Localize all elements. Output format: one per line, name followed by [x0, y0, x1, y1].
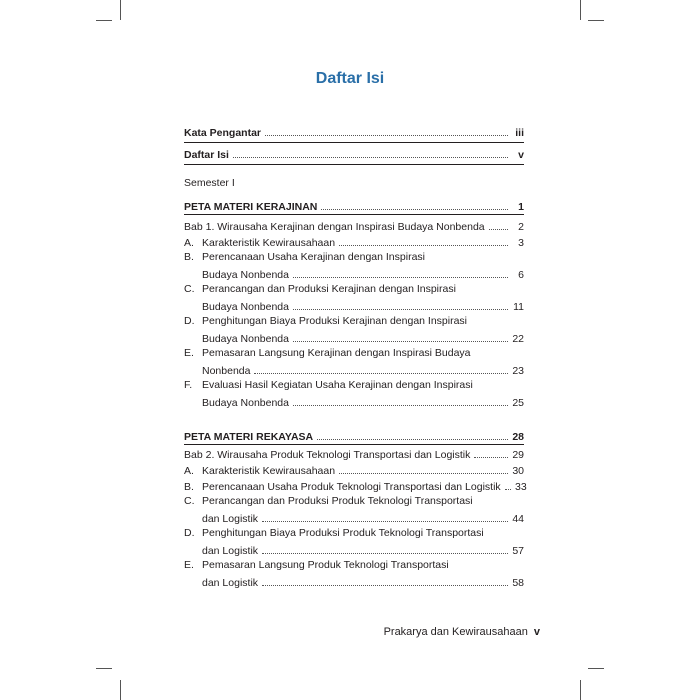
- toc-item-1a[interactable]: A. Karakteristik Kewirausahaan 3: [184, 237, 524, 249]
- crop-mark: [120, 680, 121, 700]
- toc-entry-kata-pengantar[interactable]: Kata Pengantar iii: [184, 127, 524, 139]
- divider: [184, 142, 524, 143]
- toc-item-2c-line1[interactable]: C. Perancangan dan Produksi Produk Teknologi Transportasi: [184, 495, 473, 507]
- toc-item-1e[interactable]: Nonbenda 23: [202, 365, 524, 377]
- toc-item-1d-line1[interactable]: D. Penghitungan Biaya Produksi Kerajinan dengan Inspirasi: [184, 315, 468, 327]
- toc-item-2d-line1[interactable]: D. Penghitungan Biaya Produksi Produk Teknologi Transportasi: [184, 527, 484, 539]
- toc-section-kerajinan[interactable]: PETA MATERI KERAJINAN 1: [184, 201, 524, 213]
- divider: [184, 214, 524, 215]
- footer-book-title: Prakarya dan Kewirausahaan: [383, 626, 528, 638]
- toc-item-1b[interactable]: Budaya Nonbenda 6: [202, 269, 524, 281]
- divider: [184, 164, 524, 165]
- toc-item-1b-line1[interactable]: B. Perencanaan Usaha Kerajinan dengan Inspirasi: [184, 251, 425, 263]
- semester-label: Semester I: [184, 177, 235, 189]
- toc-entry-daftar-isi[interactable]: Daftar Isi v: [184, 149, 524, 161]
- toc-item-1e-line1[interactable]: E. Pemasaran Langsung Kerajinan dengan Inspirasi Budaya: [184, 347, 471, 359]
- crop-mark: [588, 668, 604, 669]
- crop-mark: [580, 680, 581, 700]
- toc-section-rekayasa[interactable]: PETA MATERI REKAYASA 28: [184, 431, 524, 443]
- toc-item-1c[interactable]: Budaya Nonbenda 11: [202, 301, 524, 313]
- toc-item-2d[interactable]: dan Logistik 57: [202, 545, 524, 557]
- page-title: Daftar Isi: [315, 70, 385, 87]
- divider: [184, 444, 524, 445]
- toc-item-1c-line1[interactable]: C. Perancangan dan Produksi Kerajinan dengan Inspirasi: [184, 283, 456, 295]
- crop-mark: [96, 668, 112, 669]
- toc-item-2c[interactable]: dan Logistik 44: [202, 513, 524, 525]
- toc-item-1f-line1[interactable]: F. Evaluasi Hasil Kegiatan Usaha Kerajinan dengan Inspirasi: [184, 379, 473, 391]
- crop-mark: [588, 20, 604, 21]
- toc-item-1f[interactable]: Budaya Nonbenda 25: [202, 397, 524, 409]
- crop-mark: [580, 0, 581, 20]
- toc-item-2e[interactable]: dan Logistik 58: [202, 577, 524, 589]
- toc-chapter-1[interactable]: Bab 1. Wirausaha Kerajinan dengan Inspirasi Budaya Nonbenda 2: [184, 221, 524, 233]
- page-footer: [384, 626, 540, 638]
- toc-item-2a[interactable]: A. Karakteristik Kewirausahaan 30: [184, 465, 524, 477]
- crop-mark: [96, 20, 112, 21]
- toc-chapter-2[interactable]: Bab 2. Wirausaha Produk Teknologi Transportasi dan Logistik 29: [184, 449, 524, 461]
- footer-page-number: v: [533, 626, 540, 638]
- toc-item-1d[interactable]: Budaya Nonbenda 22: [202, 333, 524, 345]
- toc-item-2b[interactable]: B. Perencanaan Usaha Produk Teknologi Transportasi dan Logistik 33: [184, 481, 527, 493]
- toc-item-2e-line1[interactable]: E. Pemasaran Langsung Produk Teknologi Transportasi: [184, 559, 449, 571]
- crop-mark: [120, 0, 121, 20]
